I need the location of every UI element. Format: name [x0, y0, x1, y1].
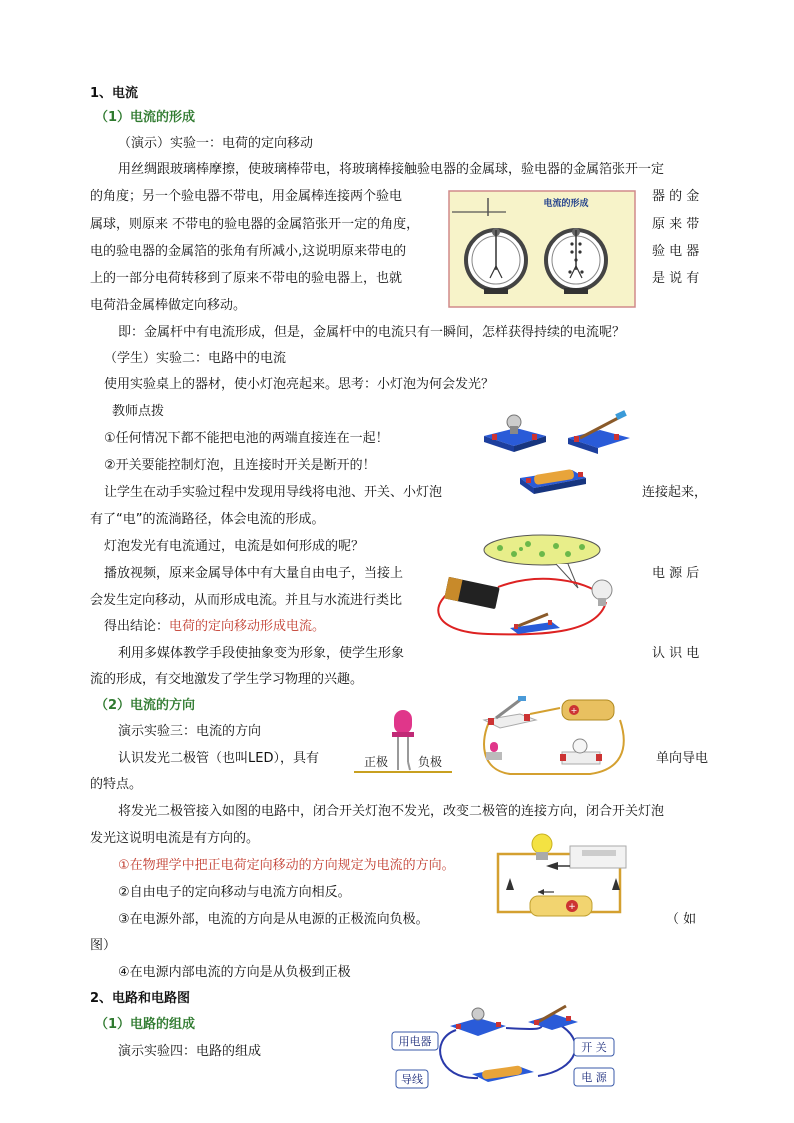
- paragraph-line: 的特点。: [90, 777, 143, 792]
- electron-circuit-figure: [428, 532, 638, 640]
- paragraph-line: 利用多媒体教学手段使抽象变为形象，使学生形象: [118, 646, 405, 661]
- paragraph-line-right: 是 说 有: [652, 271, 700, 286]
- rule-4: ④在电源内部电流的方向是从负极到正极: [118, 965, 351, 980]
- electroscope-figure: [448, 190, 636, 308]
- paragraph-line: 使用实验桌上的器材，使小灯泡亮起来。思考：小灯泡为何会发光？: [104, 377, 495, 392]
- paragraph-line-right: 验 电 器: [652, 244, 700, 259]
- label-power-source: 电 源: [581, 1071, 607, 1084]
- paragraph-line: 流的形成，有交地激发了学生学习物理的兴趣。: [90, 672, 364, 687]
- conclusion-text: 电荷的定向移动形成电流。: [169, 619, 326, 634]
- led-figure: [352, 702, 456, 780]
- paragraph-line-right: 单向导电: [656, 751, 709, 766]
- rule-3-right: （ 如: [666, 912, 697, 927]
- paragraph-line: 将发光二极管接入如图的电路中，闭合开关灯泡不发光，改变二极管的连接方向，闭合开关灯泡: [118, 804, 665, 819]
- paragraph-line-right: 连接起来，: [642, 485, 708, 500]
- paragraph-line: 有了“电”的流淌路径，体会电流的形成。: [90, 512, 325, 527]
- conclusion-prefix: 得出结论：: [104, 619, 170, 634]
- circuit-components-figure: [476, 408, 644, 500]
- svg-text:+: +: [568, 902, 576, 912]
- rule-3: ③在电源外部，电流的方向是从电源的正极流向负极。: [118, 912, 429, 927]
- rule-1: ①在物理学中把正电荷定向移动的方向规定为电流的方向。: [118, 858, 455, 873]
- experiment-4-title: 演示实验四：电路的组成: [118, 1044, 262, 1059]
- paragraph-line-right: 原 来 带: [652, 217, 700, 232]
- paragraph-line-right: 电 源 后: [652, 566, 700, 581]
- paragraph-line: 电荷沿金属棒做定向移动。: [90, 298, 247, 313]
- paragraph-line-right: 认 识 电: [652, 646, 700, 661]
- section-2-heading: 2、电路和电路图: [90, 991, 191, 1006]
- rule-2: ②自由电子的定向移动与电流方向相反。: [118, 885, 351, 900]
- paragraph-line: 上的一部分电荷转移到了原来不带电的验电器上，也就: [90, 271, 403, 286]
- paragraph-line: 即：金属杆中有电流形成，但是，金属杆中的电流只有一瞬间，怎样获得持续的电流呢？: [118, 325, 626, 340]
- paragraph-line: 属球，则原来 不带电的验电器的金属箔张开一定的角度，: [90, 217, 420, 232]
- paragraph-line: ②开关要能控制灯泡，且连接时开关是断开的！: [104, 458, 376, 473]
- section-1-heading: 1、电流: [90, 86, 139, 101]
- experiment-3-title: 演示实验三：电流的方向: [118, 724, 262, 739]
- led-circuit-figure: [470, 690, 638, 780]
- paragraph-line: 让学生在动手实验过程中发现用导线将电池、开关、小灯泡: [104, 485, 443, 500]
- paragraph-line: 会发生定向移动，从而形成电流。并且与水流进行类比: [90, 593, 403, 608]
- paragraph-line: 播放视频，原来金属导体中有大量自由电子，当接上: [104, 566, 404, 581]
- label-switch: 开 关: [581, 1041, 607, 1054]
- paragraph-line: 电的验电器的金属箔的张角有所减小,这说明原来带电的: [90, 244, 407, 259]
- paragraph-line: 用丝绸跟玻璃棒摩擦，使玻璃棒带电，将玻璃棒接触验电器的金属球，验电器的金属箔张开一定: [118, 162, 665, 177]
- label-wire: 导线: [401, 1073, 423, 1086]
- paragraph-line: 教师点拨: [112, 404, 165, 419]
- led-positive-label: 正极: [363, 755, 389, 769]
- svg-text:+: +: [570, 706, 578, 715]
- paragraph-line: 认识发光二极管（也叫LED），具有: [118, 751, 319, 766]
- experiment-2-title: （学生）实验二：电路中的电流: [104, 351, 287, 366]
- paragraph-line: 发光这说明电流是有方向的。: [90, 831, 260, 846]
- conclusion-line: [104, 618, 325, 636]
- circuit-composition-figure: [388, 1000, 620, 1092]
- paragraph-line: 灯泡发光有电流通过，电流是如何形成的呢？: [104, 539, 365, 554]
- subsection-circuit-composition: （1）电路的组成: [95, 1017, 196, 1032]
- paragraph-line: 的角度；另一个验电器不带电，用金属棒连接两个验电: [90, 189, 403, 204]
- current-direction-figure: [486, 830, 636, 918]
- paragraph-line: ①任何情况下都不能把电池的两端直接连在一起！: [104, 431, 389, 446]
- paragraph-line-right: 器 的 金: [652, 189, 700, 204]
- figure-title: 电流的形成: [543, 199, 589, 209]
- experiment-1-title: （演示）实验一：电荷的定向移动: [118, 136, 314, 151]
- subsection-current-formation: （1）电流的形成: [95, 110, 196, 125]
- subsection-current-direction: （2）电流的方向: [95, 698, 196, 713]
- led-negative-label: 负极: [417, 755, 443, 769]
- label-appliance: 用电器: [398, 1035, 432, 1048]
- rule-3-continued: 图）: [90, 938, 117, 953]
